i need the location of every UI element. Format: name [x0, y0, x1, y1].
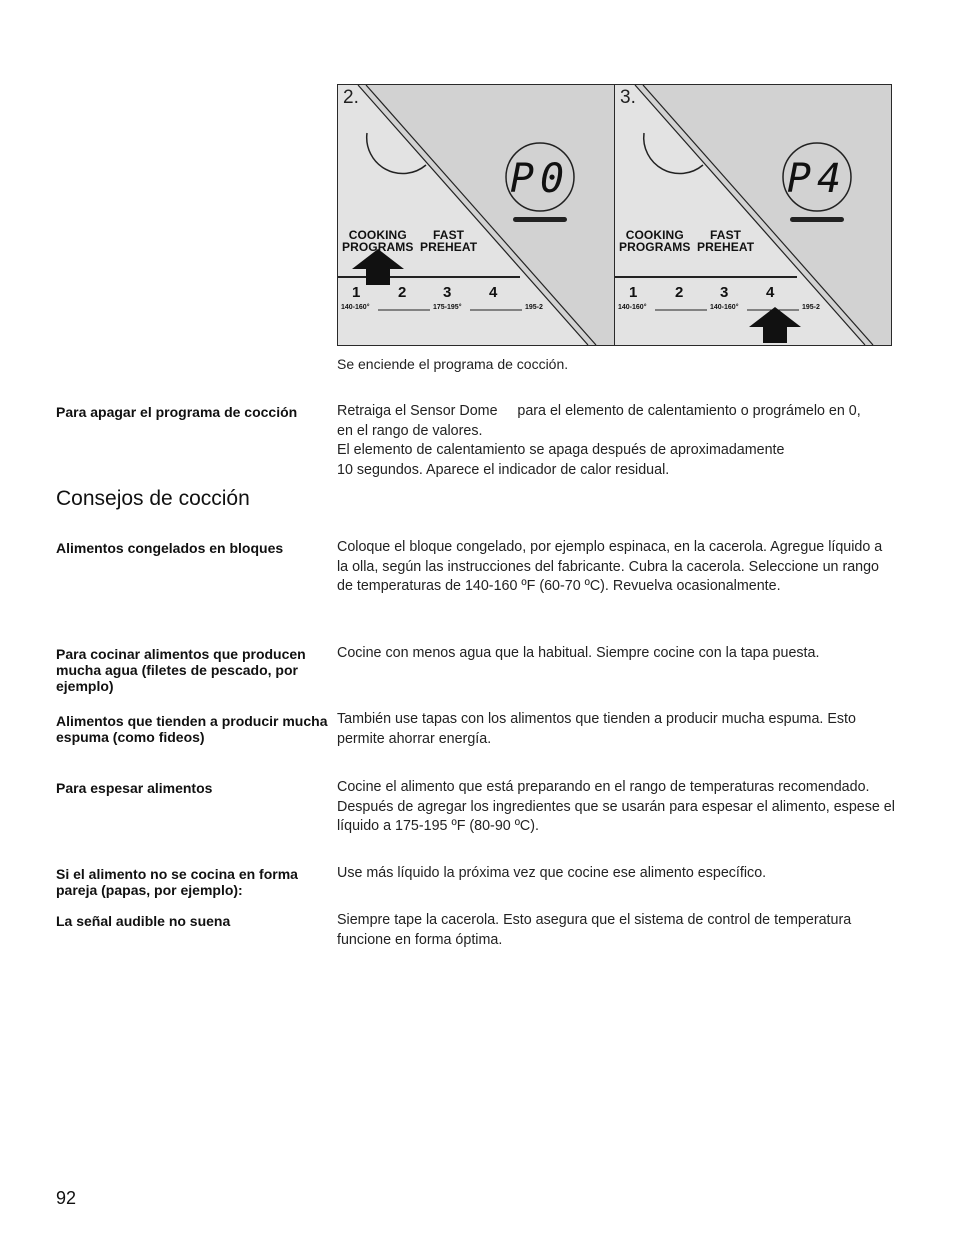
control-panel-illustration — [338, 85, 614, 345]
tip-text: Cocine el alimento que está preparando en el rango de temperaturas recomendado. Después de agregar los ingredientes que se usarán para espesar el alimento, espese el líquido a 175-195 ºF (80-90 ºC). — [337, 779, 895, 834]
page-number: 92 — [56, 1188, 77, 1208]
section-heading: Consejos de cocción — [56, 487, 250, 510]
range-label: 140-160° — [710, 304, 739, 311]
figure-step-2 — [337, 84, 615, 346]
off-section-label: Para apagar el programa de cocción — [56, 404, 298, 420]
level-4: 4 — [766, 284, 775, 301]
arrow-up-icon — [749, 307, 801, 343]
tip-text: Siempre tape la cacerola. Esto asegura que el sistema de control de temperatura funcione en forma óptima. — [337, 912, 852, 948]
off-section-text: Retraiga el Sensor Dome para el elemento de calentamiento o prográmelo en 0, en el rango de valores. El elemento de calentamiento se apaga después de aproximadamente 10 segundos. Aparece el indicador de calor residual. — [337, 403, 861, 478]
tip-label: Si el alimento no se cocina en forma pareja (papas, por ejemplo): — [56, 866, 298, 898]
range-label: 140-160° — [618, 304, 647, 311]
arrow-up-icon — [352, 249, 404, 285]
control-panel-illustration — [615, 85, 891, 345]
tip-label: La señal audible no suena — [56, 913, 231, 929]
range-label: 195-2 — [525, 304, 543, 311]
figure-caption: Se enciende el programa de cocción. — [337, 356, 569, 372]
level-4: 4 — [489, 284, 498, 301]
level-2: 2 — [398, 284, 407, 301]
level-1: 1 — [352, 284, 361, 301]
power-display: P4 — [786, 155, 848, 202]
label-cooking-programs: COOKING PROGRAMS — [619, 228, 691, 254]
label-cooking-programs: COOKING PROGRAMS — [342, 228, 414, 254]
level-3: 3 — [720, 284, 729, 301]
display-bar — [513, 217, 567, 222]
figure-step-number: 3. — [620, 87, 636, 108]
range-label: 195-2 — [802, 304, 820, 311]
figure-step-number: 2. — [343, 87, 359, 108]
tip-label: Para cocinar alimentos que producen mucha agua (filetes de pescado, por ejemplo) — [56, 646, 306, 694]
tip-label: Alimentos que tienden a producir mucha espuma (como fideos) — [56, 713, 328, 745]
label-fast-preheat: FAST PREHEAT — [420, 228, 478, 254]
tip-label: Para espesar alimentos — [56, 780, 213, 796]
level-1: 1 — [629, 284, 638, 301]
tip-text: Cocine con menos agua que la habitual. Siempre cocine con la tapa puesta. — [337, 645, 820, 661]
tip-text: También use tapas con los alimentos que tienden a producir mucha espuma. Esto permite ahorrar energía. — [337, 711, 856, 747]
power-display: P0 — [509, 155, 571, 202]
figure-step-3 — [614, 84, 892, 346]
tip-text: Coloque el bloque congelado, por ejemplo espinaca, en la cacerola. Agregue líquido a la olla, según las instrucciones del fabricante. Cubra la cacerola. Seleccione un rango de temperaturas de 140-160 ºF (60-70 ºC). Revuelva ocasionalmente. — [337, 539, 883, 594]
display-bar — [790, 217, 844, 222]
range-label: 175-195° — [433, 304, 462, 311]
level-2: 2 — [675, 284, 684, 301]
tip-text: Use más líquido la próxima vez que cocine ese alimento específico. — [337, 865, 767, 881]
label-fast-preheat: FAST PREHEAT — [697, 228, 755, 254]
tip-label: Alimentos congelados en bloques — [56, 540, 284, 556]
range-label: 140-160° — [341, 304, 370, 311]
level-3: 3 — [443, 284, 452, 301]
